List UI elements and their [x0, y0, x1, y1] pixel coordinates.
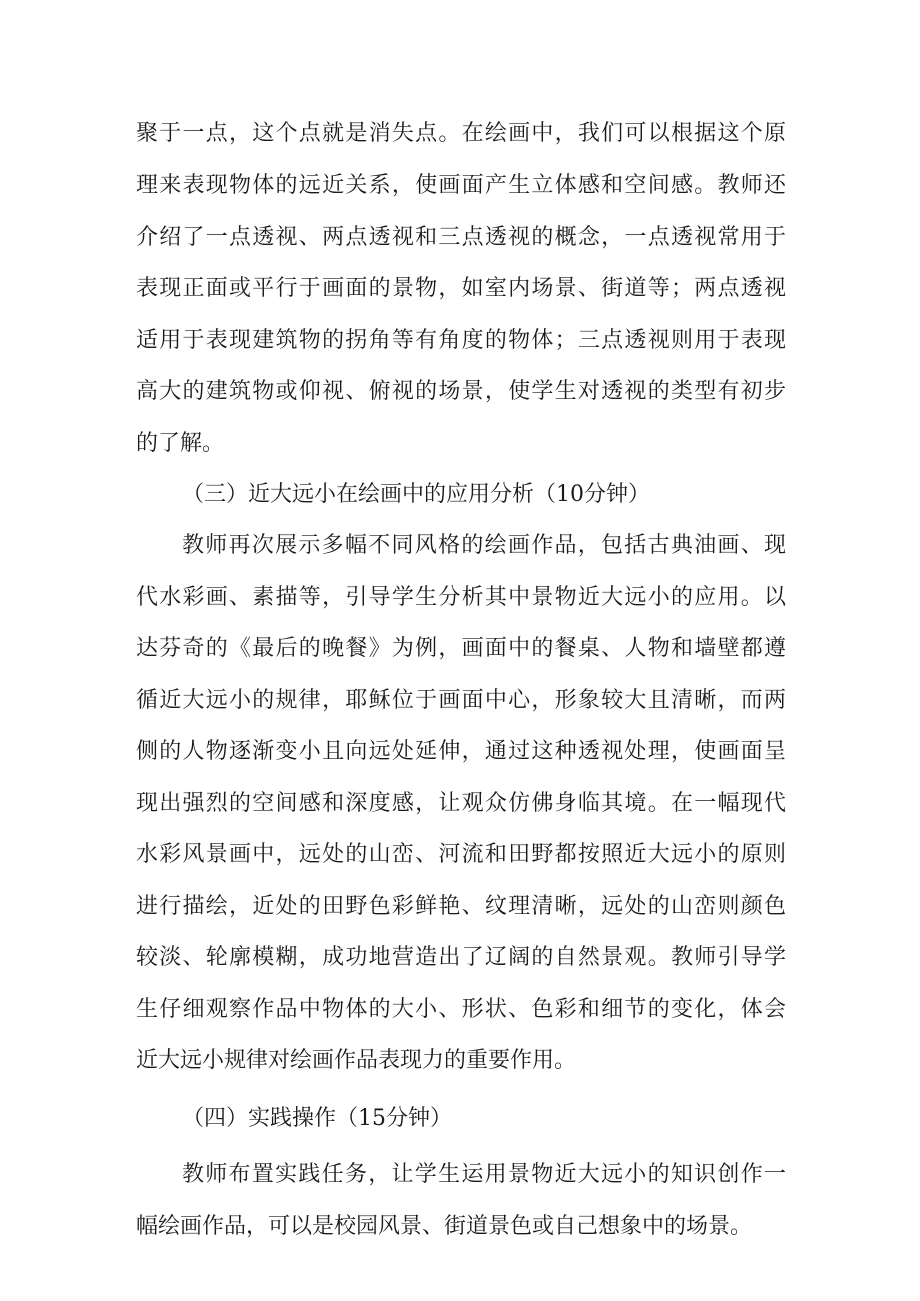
paragraph-2-line-4: 循近大远小的规律，耶稣位于画面中心，形象较大且清晰，而两	[136, 688, 786, 713]
paragraph-3-line-1: 教师布置实践任务，让学生运用景物近大远小的知识创作一	[182, 1162, 786, 1187]
paragraph-2-line-7: 水彩风景画中，远处的山峦、河流和田野都按照近大远小的原则	[136, 842, 786, 867]
paragraph-2-line-5: 侧的人物逐渐变小且向远处延伸，通过这种透视处理，使画面呈	[136, 739, 786, 764]
paragraph-1-line-2: 理来表现物体的远近关系，使画面产生立体感和空间感。教师还	[136, 173, 786, 198]
paragraph-1-line-7: 的了解。	[136, 431, 225, 456]
paragraph-2-line-11: 近大远小规律对绘画作品表现力的重要作用。	[136, 1048, 577, 1073]
paragraph-1-line-6: 高大的建筑物或仰视、俯视的场景，使学生对透视的类型有初步	[136, 379, 786, 404]
paragraph-2-line-1: 教师再次展示多幅不同风格的绘画作品，包括古典油画、现	[182, 533, 786, 558]
paragraph-1-line-1: 聚于一点，这个点就是消失点。在绘画中，我们可以根据这个原	[136, 121, 786, 146]
paragraph-3-line-2: 幅绘画作品，可以是校园风景、街道景色或自己想象中的场景。	[136, 1214, 753, 1239]
paragraph-2-line-3: 达芬奇的《最后的晚餐》为例，画面中的餐桌、人物和墙壁都遵	[136, 636, 786, 661]
section-heading-3: （三）近大远小在绘画中的应用分析（10分钟）	[182, 482, 650, 507]
paragraph-2-line-8: 进行描绘，近处的田野色彩鲜艳、纹理清晰，远处的山峦则颜色	[136, 894, 786, 919]
paragraph-1-line-5: 适用于表现建筑物的拐角等有角度的物体；三点透视则用于表现	[136, 328, 786, 353]
paragraph-2-line-10: 生仔细观察作品中物体的大小、形状、色彩和细节的变化，体会	[136, 997, 786, 1022]
paragraph-1-line-3: 介绍了一点透视、两点透视和三点透视的概念，一点透视常用于	[136, 225, 786, 250]
paragraph-2-line-2: 代水彩画、素描等，引导学生分析其中景物近大远小的应用。以	[136, 585, 786, 610]
section-heading-4: （四）实践操作（15分钟）	[182, 1106, 452, 1131]
paragraph-2-line-9: 较淡、轮廓模糊，成功地营造出了辽阔的自然景观。教师引导学	[136, 945, 786, 970]
paragraph-2-line-6: 现出强烈的空间感和深度感，让观众仿佛身临其境。在一幅现代	[136, 791, 786, 816]
paragraph-1-line-4: 表现正面或平行于画面的景物，如室内场景、街道等；两点透视	[136, 276, 786, 301]
